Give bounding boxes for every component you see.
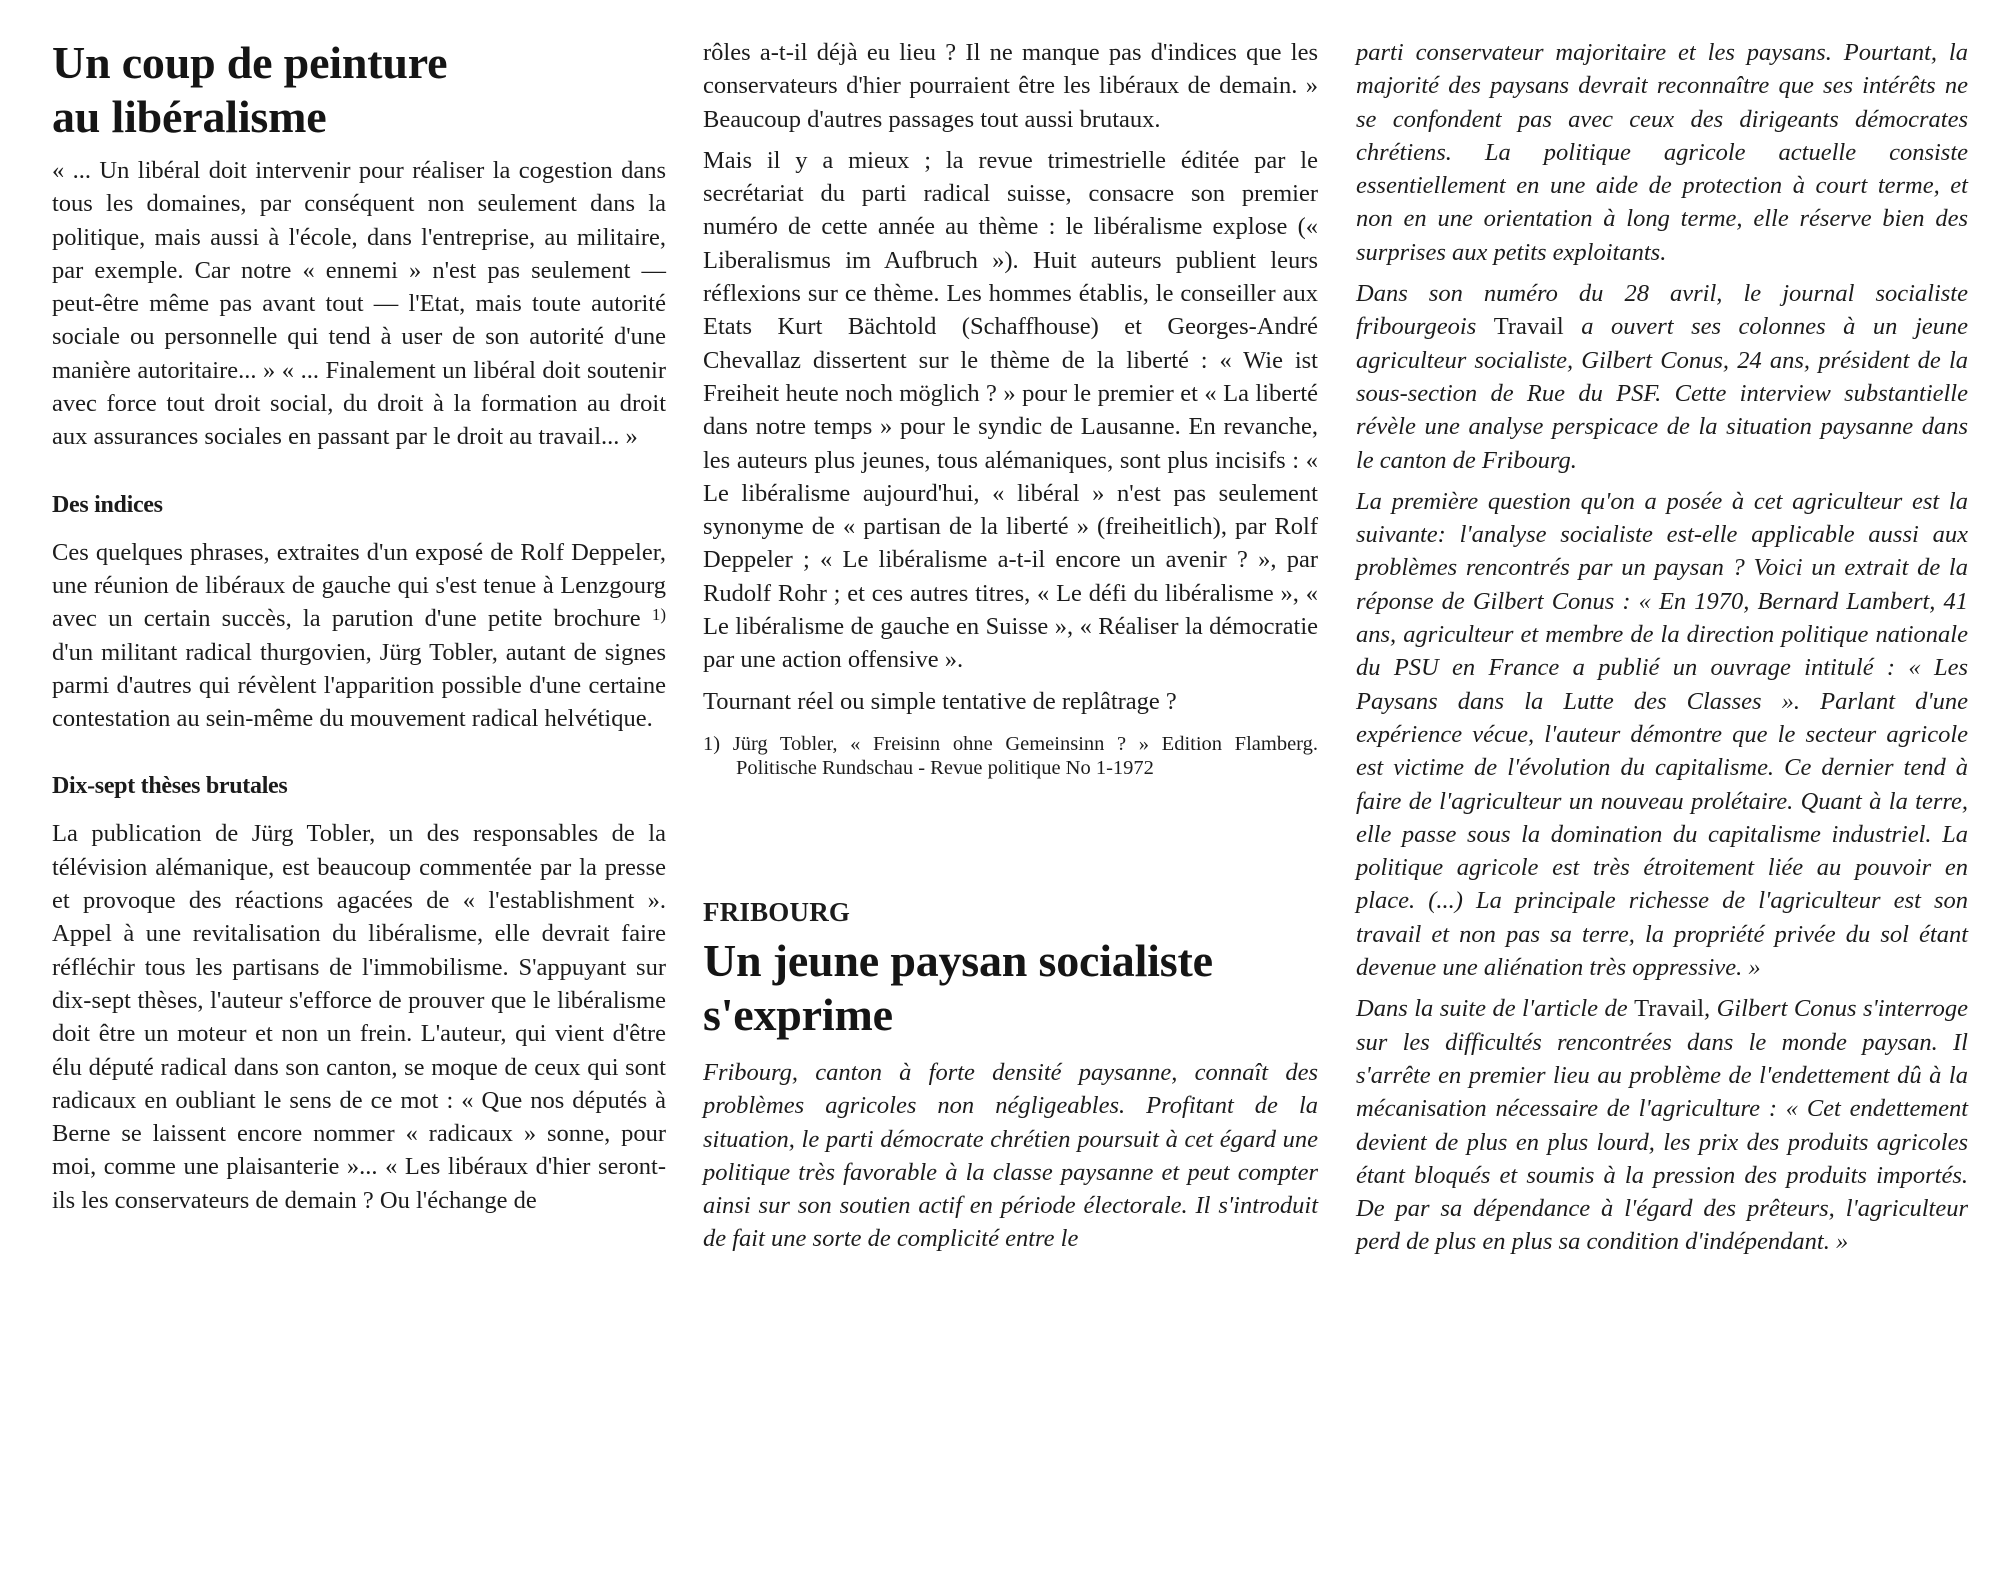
article2-title-line1: Un jeune paysan socialiste (703, 934, 1213, 986)
column-middle (703, 36, 1318, 1256)
paragraph-indices: Ces quelques phrases, extraites d'un exposé de Rolf Deppeler, une réunion de libéraux de gauche qui s'est tenue à Lenzgourg avec un certain succès, la parution d'une petite brochure $^{1)}$ d'un militant radical thurgovien, Jürg Tobler, autant de signes parmi d'autres qui révèlent l'apparition possible d'une certaine contestation au sein-même du mouvement radical helvétique. (52, 538, 667, 733)
subhead-des-indices: Des indices (52, 491, 163, 518)
paragraph-publication-continued: rôles a-t-il déjà eu lieu ? Il ne manque pas d'indices que les conservateurs d'hier pourraient être les libéraux de demain. » Beaucoup d'autres passages tout aussi brutaux. (703, 39, 1318, 133)
journal-name: Travail (1634, 995, 1705, 1023)
paragraph-publication: La publication de Jürg Tobler, un des responsables de la télévision alémanique, est beaucoup commentée par la presse et provoque des réactions agacées de « l'establishment ». Appel à une revitalisation du libéralisme, elle devrait faire réfléchir tous les partisans de l'immobilisme. S'appuyant sur dix-sept thèses, l'auteur s'efforce de prouver que le libéralisme doit être un moteur et non un frein. L'auteur, qui vient d'être élu député radical dans son canton, se moque de ceux qui sont radicaux en oubliant le sens de ce mot : « Que nos députés à Berne se laissent encore nommer « radicaux » sonne, pour moi, comme une plaisanterie »... « Les libéraux d'hier seront-ils les conservateurs de demain ? Ou l'échange de (52, 820, 666, 1214)
column-left (52, 36, 666, 1217)
footnote: 1) Jürg Tobler, « Freisinn ohne Gemeinsinn ? » Edition Flamberg. Politische Rundschau - Revue politique No 1-1972 (703, 732, 1318, 779)
column-right (1356, 36, 1968, 1259)
paragraph-revue: Mais il y a mieux ; la revue trimestrielle éditée par le secrétariat du parti radical suisse, consacre son premier numéro de cette année au thème : le libéralisme explose (« Liberalismus im Aufbruch »). Huit auteurs publient leurs réflexions sur ce thème. Les hommes établis, le conseiller aux Etats Kurt Bächtold (Schaffhouse) et Georges-André Chevallaz dissertent sur le thème de la liberté : « Wie ist Freiheit heute noch möglich ? » pour le premier et « La liberté dans notre temps » pour le syndic de Lausanne. En revanche, les auteurs plus jeunes, tous alémaniques, sont plus incisifs : « Le libéralisme aujourd'hui, « libéral » n'est pas seulement synonyme de « partisan de la liberté » (freiheitlich), par Rolf Deppeler ; « Le libéralisme a-t-il encore un avenir ? », par Rudolf Rohr ; et ces autres titres, « Le défi du libéralisme », « Le libéralisme de gauche en Suisse », « Réaliser la démocratie par une action offensive ». (703, 146, 1318, 674)
opening-quote: « ... Un libéral doit intervenir pour réaliser la cogestion dans tous les domaines, par conséquent non seulement dans la politique, mais aussi à l'école, dans l'entreprise, au militaire, par exemple. Car notre « ennemi » n'est pas seulement — peut-être même pas avant tout — l'Etat, mais toute autorité sociale ou personnelle qui tend à user de son autorité d'une manière autoritaire... » « ... Finalement un libéral doit soutenir avec force tout droit social, du droit à la formation au droit aux assurances sociales en passant par le droit au travail... » (52, 157, 666, 451)
article2-title (703, 934, 1318, 1042)
article2-title-line2: s'exprime (703, 988, 893, 1040)
article2-lead-continued: parti conservateur majoritaire et les paysans. Pourtant, la majorité des paysans devrait reconnaître que ses intérêts ne se confondent pas avec ceux des dirigeants démocrates chrétiens. La politique agricole actuelle consiste essentiellement en une aide de protection à court terme, et non en une orientation à long terme, elle réserve bien des surprises aux petits exploitants. (1356, 39, 1968, 266)
section-kicker: FRIBOURG (703, 896, 851, 927)
footnote-reference: 1) (651, 605, 667, 625)
article-title-line2: au libéralisme (52, 91, 327, 142)
article-title-line1: Un coup de peinture (52, 37, 448, 88)
article-title (52, 36, 666, 144)
article2-paragraph-question: La première question qu'on a posée à cet agriculteur est la suivante: l'analyse socialiste est-elle applicable aussi aux problèmes rencontrés par un paysan ? Voici un extrait de la réponse de Gilbert Conus : « En 1970, Bernard Lambert, 41 ans, agriculteur et membre de la direction politique nationale du PSU en France a publié un ouvrage intitulé : « Les Paysans dans la Lutte des Classes ». Parlant d'une expérience vécue, l'auteur démontre que le secteur agricole est victime de l'évolution du capitalisme. Ce dernier tend à faire de l'agriculteur un nouveau prolétaire. Quant à la terre, elle passe sous la domination du capitalisme industriel. La politique agricole est très étroitement liée au pouvoir en place. (...) La principale richesse de l'agriculteur est son travail et non pas sa terre, la propriété privée du sol étant devenue une aliénation très oppressive. » (1356, 487, 1968, 982)
journal-name: Travail (1493, 313, 1564, 341)
article2-lead: Fribourg, canton à forte densité paysanne, connaît des problèmes agricoles non négligeables. Profitant de la situation, le parti démocrate chrétien poursuit à cet égard une politique très favorable à la classe paysanne et peut compter ainsi sur son soutien actif en période électorale. Il s'introduit de fait une sorte de complicité entre le (703, 1058, 1318, 1253)
paragraph-conclusion: Tournant réel ou simple tentative de replâtrage ? (703, 687, 1177, 715)
article2-paragraph-travail: Dans son numéro du 28 avril, le journal socialiste fribourgeois Travail a ouvert ses colonnes à un jeune agriculteur socialiste, Gilbert Conus, 24 ans, président de la sous-section de Rue du PSF. Cette interview substantielle révèle une analyse perspicace de la situation paysanne dans le canton de Fribourg. (1356, 280, 1969, 474)
article2-paragraph-endettement: Dans la suite de l'article de Travail, Gilbert Conus s'interroge sur les difficultés rencontrées dans le monde paysan. Il s'arrête en premier lieu au problème de l'endettement dû à la mécanisation nécessaire de l'agriculture : « Cet endettement devient de plus en plus lourd, les prix des produits agricoles étant bloqués et soumis à la pression des produits importés. De par sa dépendance à l'égard des prêteurs, l'agriculteur perd de plus en plus sa condition d'indépendant. » (1356, 995, 1968, 1256)
subhead-dix-sept-theses: Dix-sept thèses brutales (52, 773, 288, 800)
